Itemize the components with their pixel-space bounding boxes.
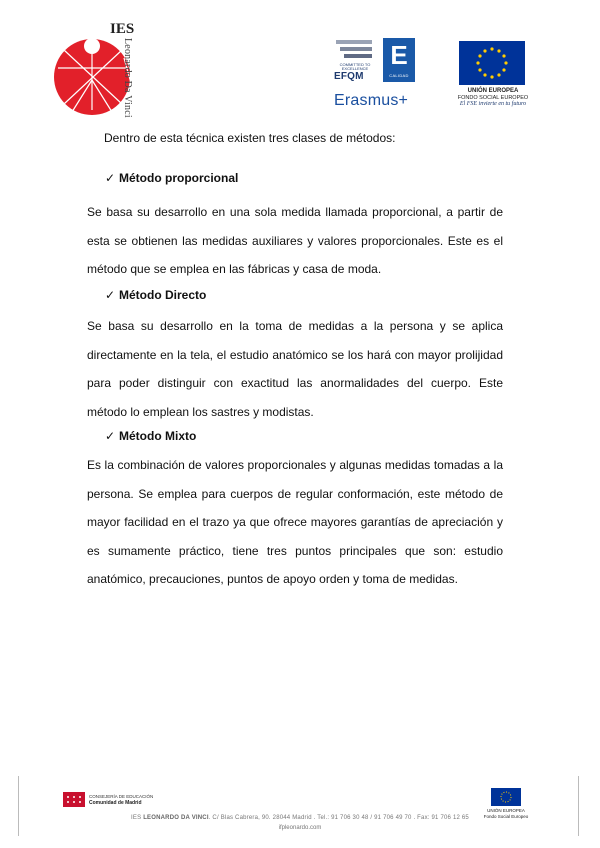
comunidad-madrid-flag-icon <box>63 792 85 807</box>
footer-address <box>60 815 540 821</box>
checkmark-icon: ✓ <box>105 171 116 185</box>
method-title: Método Mixto <box>119 429 197 443</box>
calidad-label: CALIDAD <box>389 73 409 78</box>
method-text-directo: Se basa su desarrollo en la toma de medidas a la persona y se aplica directamente en la tela, el estudio anatómico se los hará con mayor prolijidad para poder distinguir con exactitud las anormalidades del cuerpo. Este método lo emplean los sastres y modistas. <box>87 319 503 419</box>
cm-comunidad-text: Comunidad de Madrid <box>89 800 142 806</box>
ies-logo-text: IES <box>110 21 135 37</box>
erasmus-logo-text: Erasmus+ <box>334 92 409 109</box>
footer-address-prefix: IES <box>131 815 142 821</box>
footer-eu-flag-icon <box>491 788 521 806</box>
eu-tagline: El FSE invierte en tu futuro <box>459 101 527 107</box>
method-heading-directo <box>105 288 206 302</box>
calidad-letter: E <box>390 40 408 70</box>
checkmark-icon: ✓ <box>105 429 116 443</box>
ies-leonardo-logo-icon <box>52 20 152 120</box>
intro-text: Dentro de esta técnica existen tres clases de métodos: <box>104 131 396 145</box>
efqm-committed-text: COMMITTED TO EXCELLENCE <box>339 62 371 71</box>
checkmark-icon: ✓ <box>105 288 116 302</box>
method-text-proporcional: Se basa su desarrollo en una sola medida llamada proporcional, a partir de esta se obtienen las medidas auxiliares y valores proporcionales. Este es el método que se emplea en las fábricas y casa de moda. <box>87 205 503 276</box>
eu-subtitle: FONDO SOCIAL EUROPEO <box>457 95 529 101</box>
method-text-mixto: Es la combinación de valores proporcionales y algunas medidas tomadas a la persona. Se emplea para cuerpos de regular conformación, este método de mayor facilidad en el trazo ya que ofrece mayores garantías de apreciación y es sumamente práctico, tiene tres puntos principales que son: estudio anatómico, precauciones, puntos de apoyo orden y toma de medidas. <box>87 458 503 586</box>
footer-website: ifpleonardo.com <box>278 825 322 831</box>
footer-school-name: LEONARDO DA VINCI <box>143 815 209 821</box>
efqm-label: EFQM <box>334 71 364 82</box>
footer-eu-subtitle: Fondo Social Europeo <box>483 814 529 819</box>
method-heading-proporcional <box>105 171 238 185</box>
cm-consejeria-text: CONSEJERÍA DE EDUCACIÓN <box>89 794 154 799</box>
method-title: Método Directo <box>119 288 207 302</box>
footer-divider-left <box>18 776 19 836</box>
footer-divider-right <box>578 776 579 836</box>
footer-eu-title: UNIÓN EUROPEA <box>487 808 525 813</box>
method-heading-mixto <box>105 429 196 443</box>
footer-address-details: . C/ Blas Cabrera, 90. 28044 Madrid . Tel.: 91 706 30 48 / 91 706 49 70 . Fax: 91 706 12 65 <box>208 815 469 821</box>
eu-title: UNIÓN EUROPEA <box>467 88 519 94</box>
method-title: Método proporcional <box>119 171 239 185</box>
ies-logo-vertical-text: Leonardo Da Vinci <box>122 38 133 118</box>
eu-flag-icon <box>459 41 525 85</box>
